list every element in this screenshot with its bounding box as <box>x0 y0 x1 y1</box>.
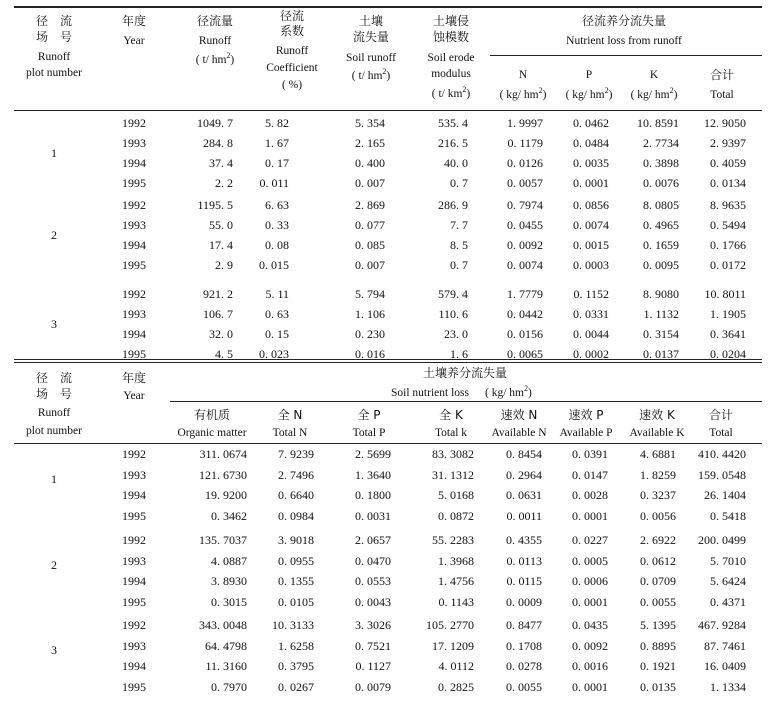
value-cell: 0. 6640 <box>278 488 314 502</box>
n-header: N <box>518 69 528 81</box>
value-cell: 87. 7461 <box>704 638 746 653</box>
column-header-zh: 全 K <box>439 408 463 422</box>
column-header-zh: 速效 P <box>568 408 604 422</box>
value-cell: 0. 0043 <box>355 594 391 609</box>
value-cell: 1. 1334 <box>710 679 746 694</box>
value-cell: 0. 7974 <box>507 198 543 212</box>
soil-header-rule <box>170 401 762 402</box>
column-header-en: Available K <box>629 427 685 439</box>
table1-header-rule <box>14 110 762 111</box>
top-rule <box>14 6 762 8</box>
value-cell: 216. 5 <box>438 136 468 150</box>
value-cell: 0. 0005 <box>572 553 608 568</box>
table2-header-rule <box>14 443 762 444</box>
value-cell: 4. 0112 <box>438 659 474 673</box>
value-cell: 1. 9997 <box>507 116 543 130</box>
value-cell: 0. 011 <box>259 176 289 190</box>
value-cell: 0. 0204 <box>710 347 746 361</box>
plot-header-en1: Runoff <box>37 407 71 419</box>
value-cell: 2. 7496 <box>278 467 314 482</box>
value-cell: 284. 8 <box>203 136 233 150</box>
value-cell: 0. 0095 <box>643 258 679 272</box>
value-cell: 0. 0134 <box>710 176 746 190</box>
value-cell: 7. 9239 <box>278 447 314 461</box>
table-divider-rule-2 <box>14 362 762 363</box>
value-cell: 0. 7970 <box>211 679 247 694</box>
value-cell: 5. 354 <box>355 116 385 130</box>
value-cell: 17. 1209 <box>432 638 474 653</box>
year-header-en: Year <box>123 35 145 47</box>
value-cell: 4. 6881 <box>640 447 676 461</box>
value-cell: 23. 0 <box>444 327 468 341</box>
value-cell: 0. 0044 <box>573 327 609 341</box>
value-cell: 26. 1404 <box>704 488 746 502</box>
year-cell: 1994 <box>122 659 146 673</box>
value-cell: 31. 1312 <box>432 467 474 482</box>
value-cell: 0. 1127 <box>355 659 391 673</box>
value-cell: 2. 2 <box>215 176 233 190</box>
year-cell: 1993 <box>122 307 146 321</box>
year-cell: 1992 <box>122 287 146 301</box>
year-cell: 1995 <box>122 176 146 190</box>
column-header-zh: 全 N <box>277 408 303 422</box>
value-cell: 0. 63 <box>265 307 289 321</box>
coef-header-en1: Runoff <box>275 45 309 57</box>
value-cell: 0. 0009 <box>506 594 542 609</box>
column-header-zh: 速效 N <box>500 408 538 422</box>
year-cell: 1993 <box>122 467 146 482</box>
value-cell: 2. 9397 <box>710 136 746 150</box>
erode-header-zh2: 蚀模数 <box>432 30 470 44</box>
column-header-en: Total <box>709 427 733 439</box>
value-cell: 4. 0887 <box>211 553 247 568</box>
value-cell: 0. 17 <box>265 156 289 170</box>
value-cell: 0. 3641 <box>710 327 746 341</box>
value-cell: 1. 6 <box>450 347 468 361</box>
value-cell: 0. 0137 <box>643 347 679 361</box>
value-cell: 1. 3968 <box>438 553 474 568</box>
value-cell: 0. 7521 <box>355 638 391 653</box>
value-cell: 0. 023 <box>259 347 289 361</box>
value-cell: 0. 0092 <box>507 238 543 252</box>
value-cell: 110. 6 <box>438 307 468 321</box>
value-cell: 286. 9 <box>438 198 468 212</box>
year-cell: 1993 <box>122 638 146 653</box>
coef-header-unit: ( %) <box>281 79 303 91</box>
value-cell: 10. 8591 <box>637 116 679 130</box>
k-header: K <box>649 69 659 81</box>
value-cell: 0. 0147 <box>572 467 608 482</box>
value-cell: 12. 9050 <box>704 116 746 130</box>
value-cell: 0. 0955 <box>278 553 314 568</box>
year-cell: 1992 <box>122 116 146 130</box>
total-header-en: Total <box>710 89 734 101</box>
value-cell: 0. 0612 <box>640 553 676 568</box>
value-cell: 11. 3160 <box>205 659 247 673</box>
column-header-en: Total k <box>434 427 468 439</box>
value-cell: 4. 5 <box>215 347 233 361</box>
value-cell: 40. 0 <box>444 156 468 170</box>
value-cell: 64. 4798 <box>205 638 247 653</box>
value-cell: 0. 0172 <box>710 258 746 272</box>
value-cell: 2. 9 <box>215 258 233 272</box>
plot-number: 1 <box>51 471 57 486</box>
value-cell: 0. 3154 <box>643 327 679 341</box>
value-cell: 410. 4420 <box>698 447 746 461</box>
year-cell: 1992 <box>122 447 146 461</box>
year-cell: 1994 <box>122 156 146 170</box>
k-header-unit: ( kg/ $hm^2$) <box>630 86 678 101</box>
column-header-zh: 速效 K <box>639 408 675 422</box>
value-cell: 0. 1708 <box>506 638 542 653</box>
value-cell: 10. 8011 <box>704 287 746 301</box>
value-cell: 55. 2283 <box>432 533 474 547</box>
value-cell: 0. 1179 <box>507 136 543 150</box>
value-cell: 0. 5418 <box>710 508 746 523</box>
erode-header-zh1: 土壤侵 <box>432 14 470 28</box>
value-cell: 0. 0227 <box>572 533 608 547</box>
column-header-en: Available N <box>491 427 547 439</box>
value-cell: 0. 1152 <box>573 287 609 301</box>
year-header-zh: 年度 <box>121 371 147 385</box>
value-cell: 6. 63 <box>265 198 289 212</box>
value-cell: 159. 0548 <box>698 467 746 482</box>
value-cell: 8. 5 <box>450 238 468 252</box>
p-header: P <box>585 69 593 81</box>
value-cell: 0. 5494 <box>710 218 746 232</box>
value-cell: 105. 2770 <box>426 618 474 632</box>
soil-header-zh2: 流失量 <box>352 30 390 44</box>
value-cell: 5. 82 <box>265 116 289 130</box>
value-cell: 0. 0057 <box>507 176 543 190</box>
value-cell: 0. 33 <box>265 218 289 232</box>
value-cell: 0. 0126 <box>507 156 543 170</box>
value-cell: 3. 9018 <box>278 533 314 547</box>
value-cell: 83. 3082 <box>432 447 474 461</box>
year-header-en: Year <box>123 390 145 402</box>
year-header-zh: 年度 <box>121 14 147 28</box>
soil-header-zh1: 土壤 <box>358 14 384 28</box>
value-cell: 1. 106 <box>355 307 385 321</box>
year-cell: 1992 <box>122 533 146 547</box>
plot-header-en2: plot number <box>26 425 82 437</box>
value-cell: 0. 0001 <box>572 508 608 523</box>
plot-number: 2 <box>51 228 57 242</box>
soil-nutrient-header-en: Soil nutrient loss <box>391 387 469 399</box>
value-cell: 5. 1395 <box>640 618 676 632</box>
year-cell: 1995 <box>122 347 146 361</box>
value-cell: 2. 165 <box>355 136 385 150</box>
nutrient-header-rule <box>490 55 762 56</box>
value-cell: 0. 3462 <box>211 508 247 523</box>
value-cell: 5. 7010 <box>710 553 746 568</box>
value-cell: 0. 15 <box>265 327 289 341</box>
value-cell: 0. 4965 <box>643 218 679 232</box>
value-cell: 0. 4355 <box>506 533 542 547</box>
value-cell: 7. 7 <box>450 218 468 232</box>
value-cell: 0. 1143 <box>438 594 474 609</box>
year-cell: 1993 <box>122 136 146 150</box>
value-cell: 0. 0015 <box>573 238 609 252</box>
value-cell: 0. 0065 <box>507 347 543 361</box>
value-cell: 106. 7 <box>203 307 233 321</box>
value-cell: 0. 0984 <box>278 508 314 523</box>
value-cell: 0. 007 <box>355 258 385 272</box>
value-cell: 0. 0709 <box>640 574 676 588</box>
value-cell: 0. 4059 <box>710 156 746 170</box>
value-cell: 0. 230 <box>355 327 385 341</box>
value-cell: 0. 3795 <box>278 659 314 673</box>
value-cell: 0. 1921 <box>640 659 676 673</box>
plot-number: 3 <box>51 317 57 331</box>
coef-header-zh1: 径流 <box>279 9 305 23</box>
runoff-header-zh: 径流量 <box>196 14 234 28</box>
value-cell: 0. 0156 <box>507 327 543 341</box>
plot-header-en2: plot number <box>26 67 82 79</box>
value-cell: 0. 007 <box>355 176 385 190</box>
erode-header-unit: ( t/ $km^2$) <box>431 85 471 100</box>
value-cell: 0. 08 <box>265 238 289 252</box>
p-header-unit: ( kg/ $hm^2$) <box>565 86 613 101</box>
plot-number: 1 <box>51 146 57 160</box>
value-cell: 0. 0074 <box>507 258 543 272</box>
value-cell: 1049. 7 <box>197 116 233 130</box>
year-cell: 1992 <box>122 198 146 212</box>
value-cell: 2. 6922 <box>640 533 676 547</box>
value-cell: 0. 0391 <box>572 447 608 461</box>
value-cell: 5. 11 <box>265 287 289 301</box>
year-cell: 1994 <box>122 238 146 252</box>
value-cell: 467. 9284 <box>698 618 746 632</box>
soil-nutrient-header-unit: ( kg/ $hm^2$) <box>485 384 532 399</box>
value-cell: 2. 0657 <box>355 533 391 547</box>
column-header-zh: 全 P <box>357 408 381 422</box>
value-cell: 0. 0267 <box>278 679 314 694</box>
value-cell: 0. 0003 <box>573 258 609 272</box>
value-cell: 0. 7 <box>450 176 468 190</box>
value-cell: 1. 1132 <box>643 307 679 321</box>
value-cell: 17. 4 <box>209 238 233 252</box>
column-header-en: Total N <box>272 427 308 439</box>
value-cell: 3. 8930 <box>211 574 247 588</box>
value-cell: 19. 9200 <box>205 488 247 502</box>
value-cell: 5. 6424 <box>710 574 746 588</box>
value-cell: 0. 400 <box>355 156 385 170</box>
value-cell: 55. 0 <box>209 218 233 232</box>
value-cell: 0. 8895 <box>640 638 676 653</box>
value-cell: 8. 9080 <box>643 287 679 301</box>
value-cell: 311. 0674 <box>199 447 247 461</box>
erode-header-en1: Soil erode <box>427 52 475 64</box>
value-cell: 0. 0553 <box>355 574 391 588</box>
value-cell: 200. 0499 <box>698 533 746 547</box>
erode-header-en2: modulus <box>431 68 471 80</box>
value-cell: 0. 0001 <box>572 679 608 694</box>
column-header-en: Organic matter <box>177 427 247 439</box>
value-cell: 0. 7 <box>450 258 468 272</box>
value-cell: 0. 0001 <box>572 594 608 609</box>
value-cell: 0. 0002 <box>573 347 609 361</box>
value-cell: 1. 67 <box>265 136 289 150</box>
value-cell: 1. 6258 <box>278 638 314 653</box>
value-cell: 0. 0092 <box>572 638 608 653</box>
value-cell: 16. 0409 <box>704 659 746 673</box>
value-cell: 0. 0470 <box>355 553 391 568</box>
value-cell: 0. 2825 <box>438 679 474 694</box>
value-cell: 0. 0105 <box>278 594 314 609</box>
value-cell: 0. 4371 <box>710 594 746 609</box>
value-cell: 535. 4 <box>438 116 468 130</box>
value-cell: 1. 8259 <box>640 467 676 482</box>
value-cell: 0. 0055 <box>506 679 542 694</box>
value-cell: 0. 2964 <box>506 467 542 482</box>
coef-header-en2: Coefficient <box>266 62 318 74</box>
value-cell: 0. 0001 <box>573 176 609 190</box>
runoff-header-en: Runoff <box>198 35 232 47</box>
year-cell: 1995 <box>122 679 146 694</box>
value-cell: 1195. 5 <box>197 198 233 212</box>
year-cell: 1993 <box>122 218 146 232</box>
plot-header-zh1: 径 流 <box>35 14 73 28</box>
plot-header-en1: Runoff <box>37 51 71 63</box>
value-cell: 0. 0856 <box>573 198 609 212</box>
value-cell: 135. 7037 <box>199 533 247 547</box>
value-cell: 1. 3640 <box>355 467 391 482</box>
column-header-zh: 有机质 <box>193 408 231 422</box>
value-cell: 0. 8477 <box>506 618 542 632</box>
year-cell: 1995 <box>122 594 146 609</box>
value-cell: 0. 085 <box>355 238 385 252</box>
value-cell: 1. 1905 <box>710 307 746 321</box>
value-cell: 0. 1800 <box>355 488 391 502</box>
value-cell: 0. 1355 <box>278 574 314 588</box>
value-cell: 0. 0056 <box>640 508 676 523</box>
value-cell: 343. 0048 <box>199 618 247 632</box>
value-cell: 0. 3237 <box>640 488 676 502</box>
column-header-en: Available P <box>559 427 613 439</box>
value-cell: 0. 0135 <box>640 679 676 694</box>
nutrient-header-en: Nutrient loss from runoff <box>566 35 682 47</box>
value-cell: 0. 0113 <box>506 553 542 568</box>
value-cell: 0. 0278 <box>506 659 542 673</box>
value-cell: 921. 2 <box>203 287 233 301</box>
runoff-header-unit: ( t/ $hm^2$) <box>195 51 235 66</box>
n-header-unit: ( kg/ $hm^2$) <box>499 86 547 101</box>
value-cell: 0. 0331 <box>573 307 609 321</box>
value-cell: 0. 0462 <box>573 116 609 130</box>
value-cell: 0. 0079 <box>355 679 391 694</box>
value-cell: 0. 0006 <box>572 574 608 588</box>
value-cell: 0. 0035 <box>573 156 609 170</box>
plot-number: 2 <box>51 557 57 572</box>
value-cell: 1. 4756 <box>438 574 474 588</box>
value-cell: 3. 3026 <box>355 618 391 632</box>
value-cell: 0. 0484 <box>573 136 609 150</box>
soil-header-en: Soil runoff <box>346 52 396 64</box>
value-cell: 2. 869 <box>355 198 385 212</box>
value-cell: 0. 0631 <box>506 488 542 502</box>
value-cell: 2. 5699 <box>355 447 391 461</box>
soil-nutrient-header-zh: 土壤养分流失量 <box>422 366 508 380</box>
value-cell: 2. 7734 <box>643 136 679 150</box>
year-cell: 1995 <box>122 258 146 272</box>
value-cell: 0. 015 <box>259 258 289 272</box>
value-cell: 0. 0074 <box>573 218 609 232</box>
value-cell: 0. 0872 <box>438 508 474 523</box>
value-cell: 0. 0435 <box>572 618 608 632</box>
value-cell: 0. 0055 <box>640 594 676 609</box>
value-cell: 0. 3015 <box>211 594 247 609</box>
value-cell: 0. 0028 <box>572 488 608 502</box>
year-cell: 1994 <box>122 488 146 502</box>
value-cell: 0. 1659 <box>643 238 679 252</box>
value-cell: 0. 0031 <box>355 508 391 523</box>
value-cell: 0. 077 <box>355 218 385 232</box>
value-cell: 5. 794 <box>355 287 385 301</box>
plot-header-zh2: 场 号 <box>35 387 73 401</box>
value-cell: 0. 016 <box>355 347 385 361</box>
value-cell: 0. 0455 <box>507 218 543 232</box>
value-cell: 121. 6730 <box>199 467 247 482</box>
nutrient-header-zh: 径流养分流失量 <box>581 14 667 28</box>
coef-header-zh2: 系数 <box>279 24 305 38</box>
value-cell: 8. 0805 <box>643 198 679 212</box>
plot-header-zh1: 径 流 <box>35 371 73 385</box>
value-cell: 0. 0016 <box>572 659 608 673</box>
value-cell: 0. 8454 <box>506 447 542 461</box>
value-cell: 32. 0 <box>209 327 233 341</box>
soil-header-unit: ( t/ $hm^2$) <box>351 67 391 82</box>
value-cell: 0. 0076 <box>643 176 679 190</box>
plot-number: 3 <box>51 642 57 657</box>
value-cell: 579. 4 <box>438 287 468 301</box>
value-cell: 0. 0011 <box>506 508 542 523</box>
value-cell: 10. 3133 <box>272 618 314 632</box>
year-cell: 1994 <box>122 327 146 341</box>
value-cell: 0. 0442 <box>507 307 543 321</box>
value-cell: 0. 1766 <box>710 238 746 252</box>
value-cell: 37. 4 <box>209 156 233 170</box>
value-cell: 5. 0168 <box>438 488 474 502</box>
total-header-zh: 合计 <box>709 68 735 82</box>
year-cell: 1994 <box>122 574 146 588</box>
value-cell: 1. 7779 <box>507 287 543 301</box>
column-header-en: Total P <box>352 427 386 439</box>
year-cell: 1995 <box>122 508 146 523</box>
value-cell: 0. 3898 <box>643 156 679 170</box>
column-header-zh: 合计 <box>708 408 734 422</box>
value-cell: 0. 0115 <box>506 574 542 588</box>
year-cell: 1993 <box>122 553 146 568</box>
year-cell: 1992 <box>122 618 146 632</box>
plot-header-zh2: 场 号 <box>35 30 73 44</box>
value-cell: 8. 9635 <box>710 198 746 212</box>
